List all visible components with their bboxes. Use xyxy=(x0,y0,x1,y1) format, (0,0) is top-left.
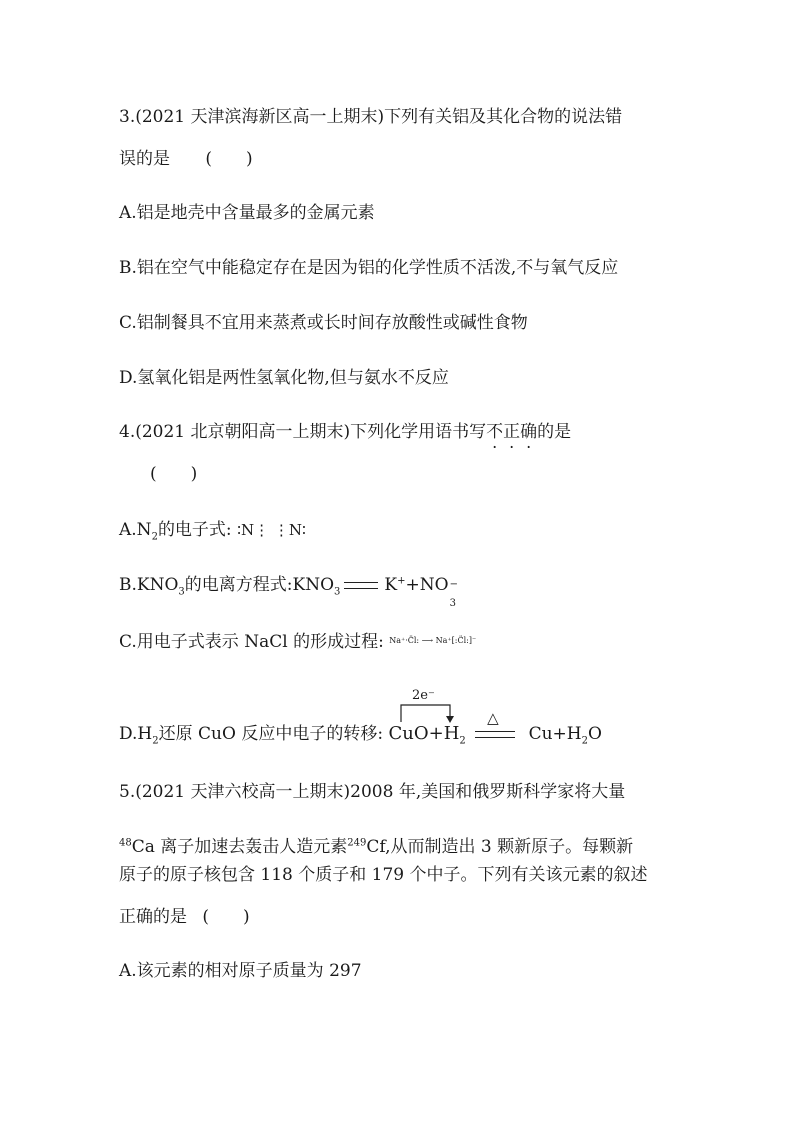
q5-line2-b: Cf,从而制造出 3 颗新原子。每颗新 xyxy=(366,837,634,857)
equals-double-line xyxy=(344,582,378,589)
electron-count-label: 2e⁻ xyxy=(412,688,435,703)
q5-cf-mass-number: 249 xyxy=(347,837,367,849)
q5-option-a: A.该元素的相对原子质量为 297 xyxy=(119,961,362,981)
q4-emph-zheng: 正 xyxy=(503,422,521,442)
q4-opt-d-sub: 2 xyxy=(152,735,159,747)
q4-opt-b-sub2: 3 xyxy=(334,586,341,598)
q3-stem-text: 误的是 xyxy=(119,149,170,169)
cuo-h2-reactants xyxy=(388,723,466,747)
q3-option-a: A.铝是地壳中含量最多的金属元素 xyxy=(119,203,375,223)
q4-opt-d-text: 还原 CuO 反应中电子的转移: xyxy=(158,724,384,744)
q4-opt-b-sub: 3 xyxy=(178,586,185,598)
q4-opt-d-right-end: O xyxy=(587,724,602,744)
q4-opt-a-sub: 2 xyxy=(151,531,158,543)
q4-stem-text-b: 的是 xyxy=(537,422,572,442)
q4-opt-b-prefix: B.KNO xyxy=(119,575,179,595)
q3-stem-line1: 3.(2021 天津滨海新区高一上期末)下列有关铝及其化合物的说法错 xyxy=(119,107,623,127)
q4-opt-d-left-sub: 2 xyxy=(459,735,466,747)
q4-opt-b-k: K xyxy=(384,575,398,595)
nacl-formation-formula: Na⁺·C̈l: ⟶ Na⁺[:C̈l:]⁻ xyxy=(389,636,477,645)
q3-answer-paren: ( ) xyxy=(205,149,253,169)
q4-answer-paren: ( ) xyxy=(150,464,198,484)
q4-stem-line1 xyxy=(119,421,571,443)
q4-opt-d-left: CuO+H xyxy=(388,723,460,744)
q3-option-c: C.铝制餐具不宜用来蒸煮或长时间存放酸性或碱性食物 xyxy=(119,313,528,333)
heating-equals-sign xyxy=(475,709,519,745)
n2-electron-formula: ∶N⋮ ⋮N∶ xyxy=(237,521,306,539)
q4-opt-d-right-sub: 2 xyxy=(581,735,588,747)
q4-stem-text-a: 4.(2021 北京朝阳高一上期末)下列化学用语书写 xyxy=(119,422,487,442)
q4-option-a xyxy=(119,519,306,541)
q4-option-b: $B.KNO_3$的电离方程式$:KNO_3$ K++NO − 3 xyxy=(119,575,458,609)
q4-opt-c-text: C.用电子式表示 NaCl 的形成过程: xyxy=(119,632,384,652)
q4-option-c xyxy=(119,630,476,653)
q4-opt-b-no: +NO xyxy=(405,575,449,595)
q4-opt-b-text: 的电离方程式:KNO xyxy=(184,575,335,595)
q4-emph-bu: 不 xyxy=(486,422,504,442)
q4-emph-que: 确 xyxy=(520,422,538,442)
q5-line2-a: Ca 离子加速去轰击人造元素 xyxy=(131,837,348,857)
q5-stem-line4 xyxy=(119,906,250,928)
q5-stem-line3: 原子的原子核包含 118 个质子和 179 个中子。下列有关该元素的叙述 xyxy=(119,865,648,885)
reaction-double-line xyxy=(475,731,515,738)
q5-stem-line2 xyxy=(119,836,633,858)
q4-opt-d-right: Cu+H xyxy=(528,724,582,744)
q4-opt-a-text: 的电子式: xyxy=(157,520,232,540)
q3-option-b: B.铝在空气中能稳定存在是因为铝的化学性质不活泼,不与氧气反应 xyxy=(119,258,619,278)
q3-option-d: D.氢氧化铝是两性氢氧化物,但与氨水不反应 xyxy=(119,368,449,388)
q4-opt-b-sup: + xyxy=(397,575,406,587)
q5-line4-text: 正确的是 xyxy=(119,907,187,927)
q5-answer-paren: ( ) xyxy=(202,907,250,927)
electron-transfer-arrow xyxy=(398,702,458,724)
q5-ca-mass-number: 48 xyxy=(119,837,132,849)
q4-opt-d-prefix: D.H xyxy=(119,724,153,744)
q3-stem-line2 xyxy=(119,148,253,170)
q5-stem-line1: 5.(2021 天津六校高一上期末)2008 年,美国和俄罗斯科学家将大量 xyxy=(119,782,626,802)
heat-triangle-icon: △ xyxy=(487,709,499,727)
q4-option-d xyxy=(119,709,602,747)
q4-opt-a-prefix: A.N xyxy=(119,520,152,540)
